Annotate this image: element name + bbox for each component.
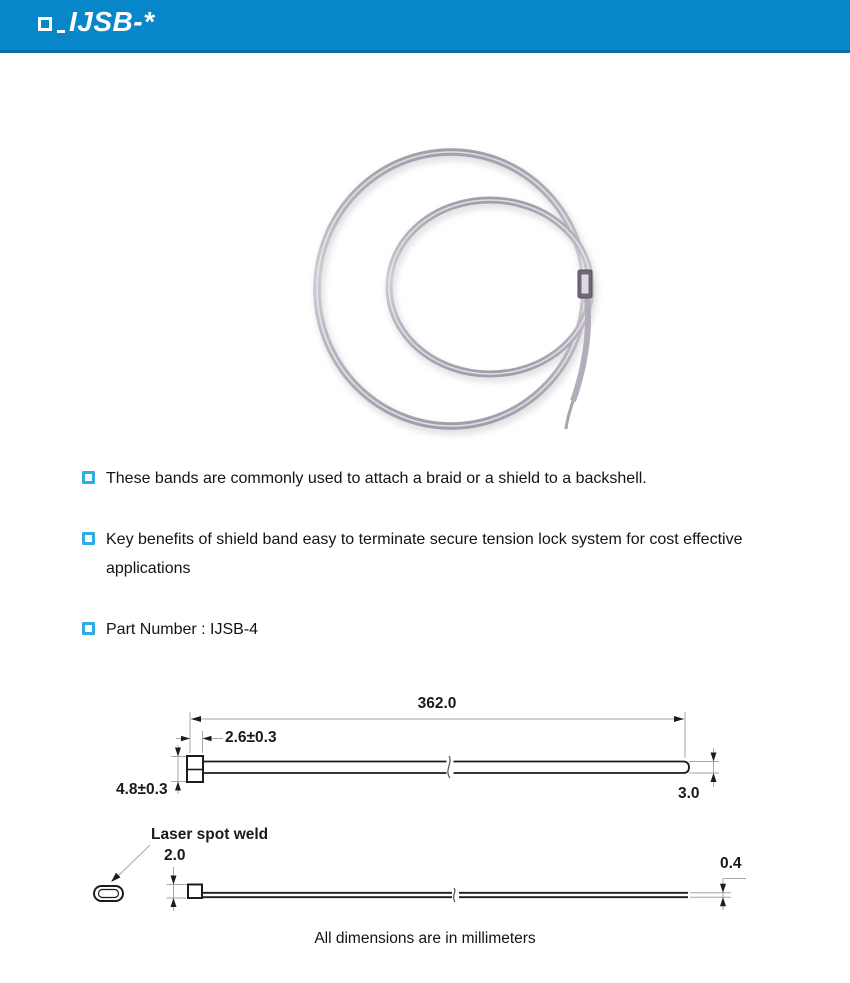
bullet-text: These bands are commonly used to attach a braid or a shield to a backshell. (106, 470, 647, 487)
bullet-text-line: applications (106, 560, 191, 577)
technical-drawing (0, 690, 850, 960)
dim-band-width: 3.0 (678, 785, 700, 802)
header-accent-strip (0, 50, 850, 53)
dimensions-note: All dimensions are in millimeters (314, 930, 536, 947)
dim-overall-length: 362.0 (417, 695, 457, 712)
page-title: IJSB-* (69, 6, 155, 37)
header-underscore-mark (57, 30, 65, 33)
dim-buckle-width: 2.6±0.3 (225, 729, 277, 746)
dim-weld-height: 2.0 (164, 847, 186, 864)
bullet-square-icon (82, 532, 95, 545)
bullet-square-icon (82, 622, 95, 635)
dim-buckle-height: 4.8±0.3 (116, 781, 168, 798)
bullet-square-icon (82, 471, 95, 484)
bullet-item (82, 615, 802, 644)
header-bar (0, 0, 850, 50)
bullet-item (82, 525, 802, 583)
bullet-item (82, 464, 802, 493)
coiled-band-illustration (240, 140, 640, 440)
part-number-text: Part Number : IJSB-4 (106, 621, 259, 638)
laser-spot-weld-label: Laser spot weld (151, 826, 269, 843)
side-view-buckle (188, 885, 202, 899)
bullet-text-line: Key benefits of shield band easy to terminate secure tension lock system for cost effective (106, 531, 743, 548)
header-square-icon (38, 17, 52, 31)
dim-band-thickness: 0.4 (720, 855, 742, 872)
product-photo (240, 140, 640, 440)
